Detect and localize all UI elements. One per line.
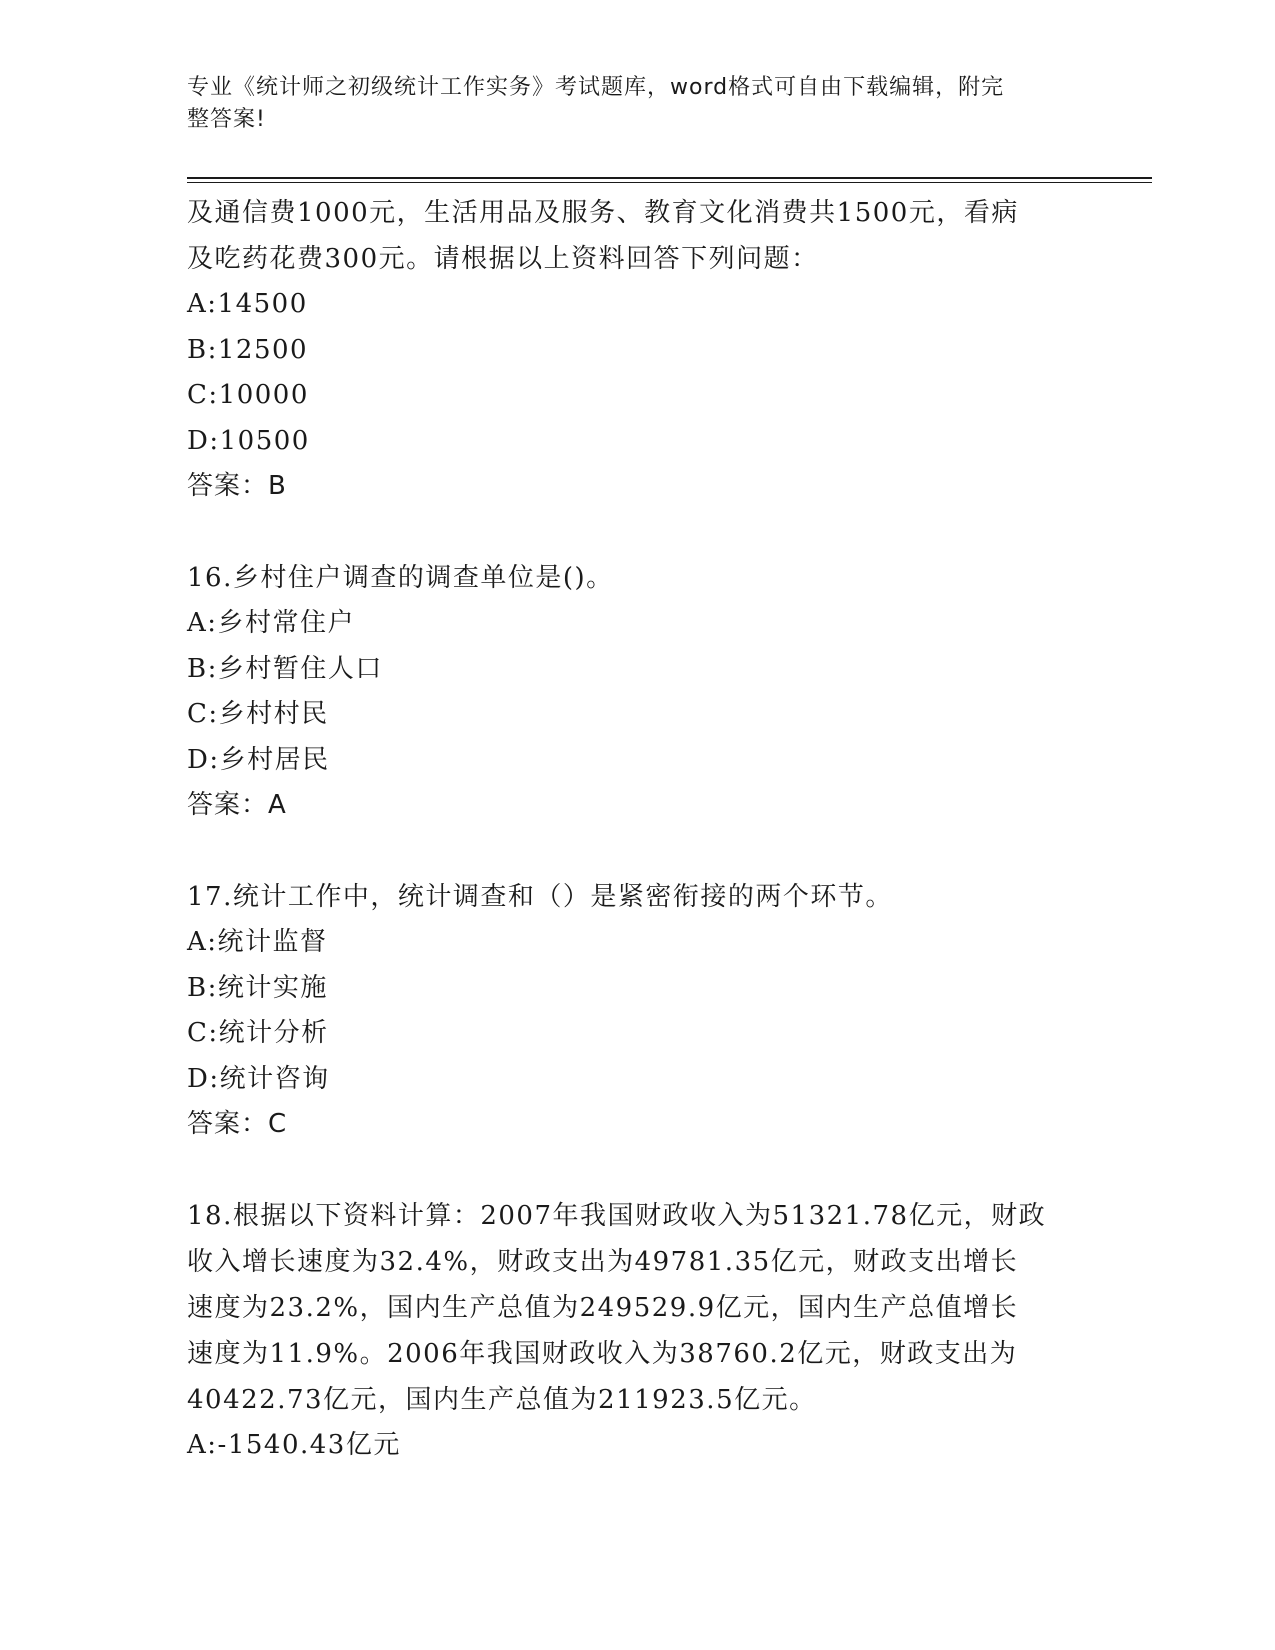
question-17-text: 17.统计工作中，统计调查和（）是紧密衔接的两个环节。 [187, 882, 893, 912]
question-15-text-line-2: 及吃药花费300元。请根据以上资料回答下列问题： [187, 244, 819, 274]
question-18-text-line-2: 收入增长速度为32.4%，财政支出为49781.35亿元，财政支出增长 [187, 1247, 1019, 1277]
question-17-option-d: D:统计咨询 [187, 1063, 330, 1094]
question-16-option-c: C:乡村村民 [187, 699, 329, 729]
question-17-answer: 答案：C [187, 1109, 288, 1139]
question-15 [187, 190, 1087, 509]
spacer [187, 828, 1087, 874]
question-15-option-b: B:12500 [187, 334, 309, 365]
spacer [187, 509, 1087, 555]
question-18-text-line-3: 速度为23.2%，国内生产总值为249529.9亿元，国内生产总值增长 [187, 1293, 1019, 1323]
question-16 [187, 555, 1087, 828]
header-divider-thick [187, 177, 1152, 179]
header-line-2: 整答案! [187, 107, 266, 132]
question-18-option-a: A:-1540.43亿元 [187, 1430, 401, 1460]
question-18 [187, 1193, 1087, 1469]
question-15-option-d: D:10500 [187, 425, 310, 456]
question-16-text: 16.乡村住户调查的调查单位是()。 [187, 563, 614, 593]
question-18-text-line-5: 40422.73亿元，国内生产总值为211923.5亿元。 [187, 1385, 817, 1415]
question-17-option-c: C:统计分析 [187, 1018, 329, 1048]
question-18-text-line-4: 速度为11.9%。2006年我国财政收入为38760.2亿元，财政支出为 [187, 1339, 1018, 1369]
question-17-option-a: A:统计监督 [187, 927, 328, 957]
question-17-option-b: B:统计实施 [187, 972, 328, 1003]
question-15-option-c: C:10000 [187, 380, 309, 410]
question-16-option-b: B:乡村暂住人口 [187, 653, 383, 684]
question-17 [187, 874, 1087, 1147]
question-16-option-d: D:乡村居民 [187, 744, 330, 775]
question-16-option-a: A:乡村常住户 [187, 608, 356, 638]
question-18-text-line-1: 18.根据以下资料计算：2007年我国财政收入为51321.78亿元，财政 [187, 1201, 1047, 1231]
question-16-answer: 答案：A [187, 790, 287, 820]
header-line-1: 专业《统计师之初级统计工作实务》考试题库，word格式可自由下载编辑，附完 [187, 75, 1005, 100]
document-header [187, 72, 1067, 136]
question-15-answer: 答案：B [187, 471, 287, 501]
question-15-text-line-1: 及通信费1000元，生活用品及服务、教育文化消费共1500元，看病 [187, 198, 1019, 228]
header-divider-thin [187, 182, 1152, 183]
document-body [187, 190, 1087, 1469]
spacer [187, 1147, 1087, 1193]
question-15-option-a: A:14500 [187, 289, 308, 319]
